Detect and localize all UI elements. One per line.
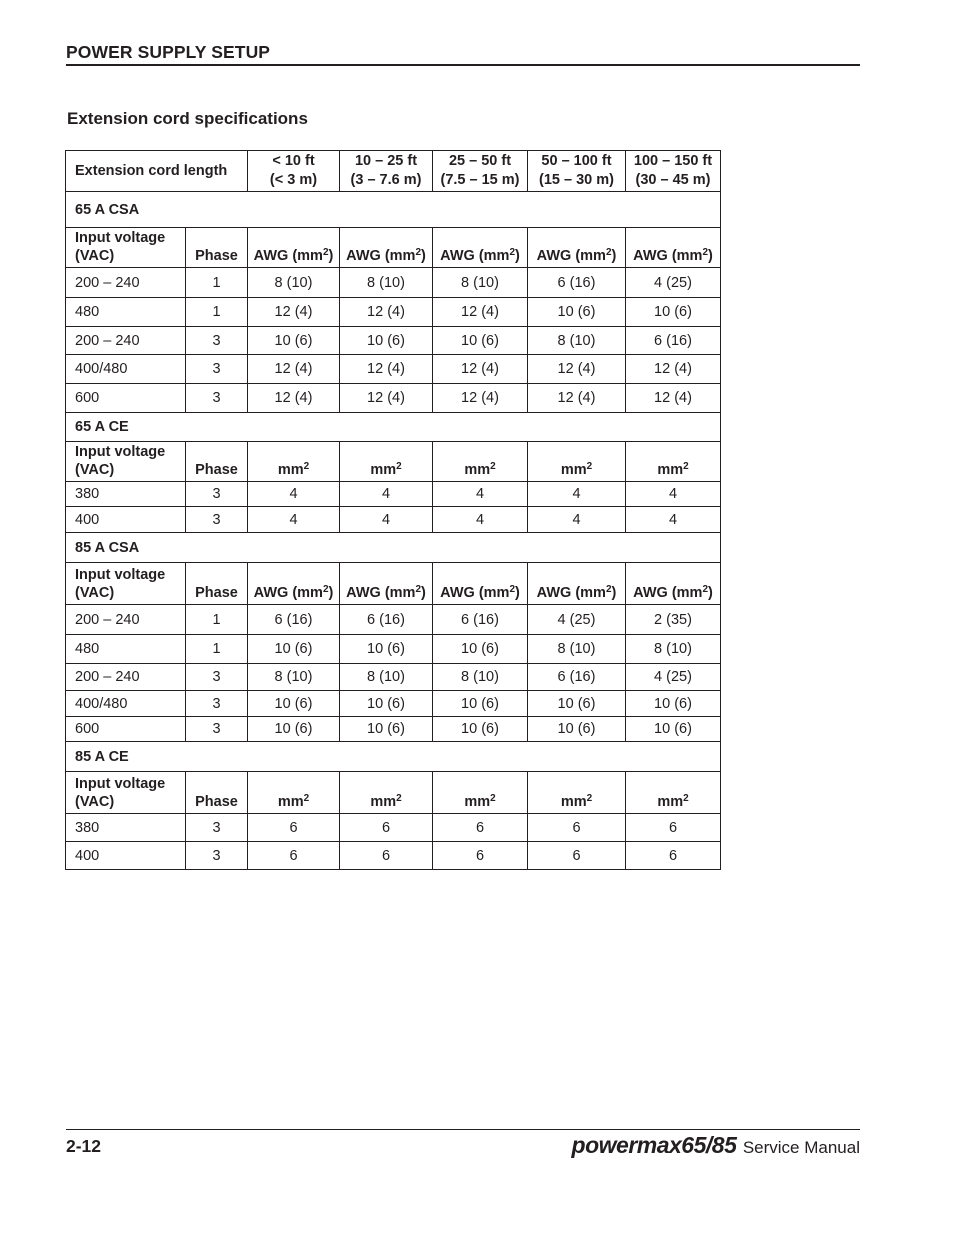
mm2-label	[433, 772, 528, 814]
voltage-cell: 200 – 240	[66, 268, 186, 298]
table-row	[66, 327, 721, 355]
voltage-cell: 400/480	[66, 691, 186, 717]
gauge-cell: 12 (4)	[433, 384, 528, 413]
manual-label: Service Manual	[742, 1138, 860, 1157]
mm2-label	[248, 442, 340, 482]
unit-text: AWG (mm	[536, 248, 606, 264]
voltage-cell: 380	[66, 482, 186, 507]
table-row	[66, 355, 721, 384]
input-voltage-label-line: Input voltage	[75, 567, 166, 583]
unit-close: )	[421, 248, 426, 264]
unit-superscript: 2	[702, 584, 708, 595]
gauge-cell: 6 (16)	[528, 268, 626, 298]
gauge-cell: 10 (6)	[248, 327, 340, 355]
gauge-cell: 12 (4)	[248, 384, 340, 413]
gauge-cell: 4	[626, 507, 721, 533]
awg-mm2-label	[248, 563, 340, 605]
input-voltage-unit: (VAC)	[75, 462, 115, 478]
awg-mm2-label	[528, 228, 626, 268]
gauge-cell: 12 (4)	[248, 298, 340, 327]
table-row	[66, 507, 721, 533]
length-m: (15 – 30 m)	[539, 172, 614, 188]
table-row	[66, 605, 721, 635]
voltage-cell: 600	[66, 384, 186, 413]
unit-superscript: 2	[303, 793, 310, 804]
input-voltage-label	[66, 228, 186, 268]
length-ft: 100 – 150 ft	[633, 153, 713, 169]
length-ft: 10 – 25 ft	[354, 153, 418, 169]
phase-label: Phase	[186, 442, 248, 482]
voltage-cell: 400	[66, 507, 186, 533]
gauge-cell: 10 (6)	[340, 327, 433, 355]
gauge-cell: 8 (10)	[433, 664, 528, 691]
unit-close: )	[515, 585, 520, 601]
footer-rule	[66, 1129, 860, 1130]
mm2-label	[340, 442, 433, 482]
gauge-cell: 4	[433, 507, 528, 533]
unit-text: AWG (mm	[440, 248, 510, 264]
gauge-cell: 12 (4)	[340, 355, 433, 384]
gauge-cell: 10 (6)	[248, 691, 340, 717]
gauge-cell: 4	[248, 507, 340, 533]
table-row	[66, 814, 721, 842]
group-name: 65 A CE	[66, 413, 721, 442]
unit-superscript: 2	[509, 247, 515, 258]
phase-cell: 3	[186, 327, 248, 355]
voltage-cell: 400	[66, 842, 186, 870]
length-m: (3 – 7.6 m)	[350, 172, 422, 188]
group-name: 85 A CSA	[66, 533, 721, 563]
unit-text: AWG (mm	[633, 585, 703, 601]
input-voltage-label	[66, 563, 186, 605]
length-header-row	[66, 151, 721, 192]
length-ft: < 10 ft	[272, 153, 315, 169]
gauge-cell: 6 (16)	[433, 605, 528, 635]
unit-text: AWG (mm	[536, 585, 606, 601]
unit-superscript: 2	[415, 247, 421, 258]
awg-mm2-label	[433, 563, 528, 605]
unit-superscript: 2	[586, 461, 593, 472]
unit-superscript: 2	[322, 584, 329, 595]
group-name: 65 A CSA	[66, 192, 721, 228]
gauge-cell: 10 (6)	[248, 717, 340, 742]
gauge-cell: 8 (10)	[433, 268, 528, 298]
page-number: 2-12	[66, 1136, 102, 1156]
gauge-cell: 6	[340, 842, 433, 870]
gauge-cell: 8 (10)	[340, 664, 433, 691]
gauge-cell: 4	[528, 482, 626, 507]
input-voltage-unit: (VAC)	[75, 585, 115, 601]
table-row	[66, 842, 721, 870]
unit-superscript: 2	[490, 461, 496, 472]
input-voltage-label	[66, 442, 186, 482]
input-voltage-label-line: Input voltage	[75, 230, 166, 246]
unit-superscript: 2	[303, 461, 310, 472]
gauge-cell: 10 (6)	[433, 691, 528, 717]
phase-cell: 1	[186, 605, 248, 635]
gauge-cell: 10 (6)	[340, 691, 433, 717]
gauge-cell: 10 (6)	[626, 691, 721, 717]
unit-close: )	[708, 585, 713, 601]
table-row	[66, 664, 721, 691]
unit-close: )	[708, 248, 713, 264]
unit-text: mm	[560, 462, 587, 478]
unit-text: mm	[277, 794, 304, 810]
phase-cell: 3	[186, 507, 248, 533]
awg-mm2-label	[248, 228, 340, 268]
gauge-cell: 6 (16)	[248, 605, 340, 635]
gauge-cell: 12 (4)	[528, 384, 626, 413]
length-column-header	[248, 151, 340, 192]
gauge-cell: 6	[528, 842, 626, 870]
unit-superscript: 2	[415, 584, 421, 595]
unit-superscript: 2	[605, 584, 612, 595]
gauge-cell: 12 (4)	[433, 355, 528, 384]
mm2-label	[340, 772, 433, 814]
gauge-cell: 4 (25)	[528, 605, 626, 635]
length-m: (30 – 45 m)	[635, 172, 711, 188]
unit-close: )	[421, 585, 426, 601]
length-column-header	[340, 151, 433, 192]
unit-superscript: 2	[490, 793, 496, 804]
gauge-cell: 6	[433, 814, 528, 842]
gauge-cell: 4	[340, 482, 433, 507]
voltage-cell: 600	[66, 717, 186, 742]
input-voltage-unit: (VAC)	[75, 794, 115, 810]
unit-text: mm	[560, 794, 587, 810]
gauge-cell: 6 (16)	[528, 664, 626, 691]
unit-text: mm	[464, 462, 491, 478]
unit-superscript: 2	[586, 793, 593, 804]
gauge-cell: 10 (6)	[433, 717, 528, 742]
unit-superscript: 2	[396, 793, 402, 804]
gauge-cell: 12 (4)	[528, 355, 626, 384]
input-voltage-label	[66, 772, 186, 814]
table-row	[66, 298, 721, 327]
gauge-cell: 6	[248, 842, 340, 870]
phase-cell: 3	[186, 664, 248, 691]
section-title: POWER SUPPLY SETUP	[66, 42, 271, 62]
phase-cell: 1	[186, 635, 248, 664]
unit-superscript: 2	[322, 247, 329, 258]
phase-cell: 3	[186, 691, 248, 717]
unit-close: )	[611, 248, 617, 264]
gauge-cell: 10 (6)	[528, 298, 626, 327]
table-row	[66, 717, 721, 742]
unit-text: AWG (mm	[440, 585, 510, 601]
gauge-cell: 10 (6)	[340, 635, 433, 664]
voltage-cell: 200 – 240	[66, 605, 186, 635]
gauge-cell: 4	[433, 482, 528, 507]
extension-cord-table	[65, 150, 721, 870]
gauge-cell: 4 (25)	[626, 268, 721, 298]
unit-superscript: 2	[683, 461, 689, 472]
gauge-cell: 8 (10)	[626, 635, 721, 664]
page-heading: Extension cord specifications	[67, 109, 308, 128]
length-column-header	[433, 151, 528, 192]
input-voltage-label-line: Input voltage	[75, 776, 166, 792]
length-m: (7.5 – 15 m)	[440, 172, 520, 188]
phase-cell: 3	[186, 842, 248, 870]
column-subheader-row	[66, 442, 721, 482]
phase-label: Phase	[186, 228, 248, 268]
unit-text: mm	[464, 794, 491, 810]
unit-text: AWG (mm	[346, 248, 416, 264]
gauge-cell: 12 (4)	[340, 384, 433, 413]
voltage-cell: 200 – 240	[66, 664, 186, 691]
phase-cell: 3	[186, 482, 248, 507]
unit-superscript: 2	[605, 247, 612, 258]
gauge-cell: 4	[340, 507, 433, 533]
mm2-label	[626, 772, 721, 814]
mm2-label	[433, 442, 528, 482]
gauge-cell: 12 (4)	[433, 298, 528, 327]
phase-label: Phase	[186, 772, 248, 814]
group-row	[66, 413, 721, 442]
unit-text: mm	[370, 462, 397, 478]
unit-close: )	[328, 248, 334, 264]
unit-superscript: 2	[702, 247, 708, 258]
gauge-cell: 6 (16)	[626, 327, 721, 355]
column-subheader-row	[66, 563, 721, 605]
gauge-cell: 6	[626, 842, 721, 870]
column-subheader-row	[66, 772, 721, 814]
group-name: 85 A CE	[66, 742, 721, 772]
gauge-cell: 12 (4)	[626, 355, 721, 384]
gauge-cell: 6	[248, 814, 340, 842]
gauge-cell: 12 (4)	[626, 384, 721, 413]
gauge-cell: 10 (6)	[528, 717, 626, 742]
gauge-cell: 4	[528, 507, 626, 533]
gauge-cell: 10 (6)	[248, 635, 340, 664]
unit-text: mm	[657, 462, 684, 478]
phase-cell: 3	[186, 355, 248, 384]
voltage-cell: 400/480	[66, 355, 186, 384]
unit-close: )	[611, 585, 617, 601]
gauge-cell: 4	[248, 482, 340, 507]
footer-title	[572, 1132, 860, 1159]
gauge-cell: 10 (6)	[340, 717, 433, 742]
awg-mm2-label	[340, 563, 433, 605]
table-row	[66, 482, 721, 507]
voltage-cell: 380	[66, 814, 186, 842]
unit-close: )	[515, 248, 520, 264]
gauge-cell: 6 (16)	[340, 605, 433, 635]
length-label: Extension cord length	[66, 151, 248, 192]
mm2-label	[528, 442, 626, 482]
gauge-cell: 4 (25)	[626, 664, 721, 691]
phase-cell: 3	[186, 384, 248, 413]
mm2-label	[626, 442, 721, 482]
unit-text: AWG (mm	[253, 585, 323, 601]
gauge-cell: 8 (10)	[528, 327, 626, 355]
gauge-cell: 8 (10)	[340, 268, 433, 298]
gauge-cell: 6	[528, 814, 626, 842]
gauge-cell: 2 (35)	[626, 605, 721, 635]
awg-mm2-label	[340, 228, 433, 268]
brand-logo: powermax65/85	[571, 1132, 737, 1158]
awg-mm2-label	[626, 563, 721, 605]
input-voltage-unit: (VAC)	[75, 248, 115, 264]
unit-superscript: 2	[396, 461, 402, 472]
voltage-cell: 200 – 240	[66, 327, 186, 355]
length-m: (< 3 m)	[269, 172, 318, 188]
gauge-cell: 12 (4)	[340, 298, 433, 327]
group-row	[66, 742, 721, 772]
length-column-header	[626, 151, 721, 192]
group-row	[66, 533, 721, 563]
voltage-cell: 480	[66, 635, 186, 664]
mm2-label	[528, 772, 626, 814]
unit-text: mm	[277, 462, 304, 478]
gauge-cell: 12 (4)	[248, 355, 340, 384]
table-row	[66, 691, 721, 717]
header-rule	[66, 64, 860, 66]
phase-cell: 1	[186, 268, 248, 298]
gauge-cell: 10 (6)	[626, 717, 721, 742]
phase-cell: 3	[186, 717, 248, 742]
gauge-cell: 8 (10)	[248, 268, 340, 298]
unit-text: AWG (mm	[633, 248, 703, 264]
voltage-cell: 480	[66, 298, 186, 327]
gauge-cell: 10 (6)	[433, 327, 528, 355]
gauge-cell: 10 (6)	[528, 691, 626, 717]
phase-label: Phase	[186, 563, 248, 605]
table-row	[66, 268, 721, 298]
awg-mm2-label	[433, 228, 528, 268]
group-row	[66, 192, 721, 228]
gauge-cell: 6	[433, 842, 528, 870]
unit-close: )	[328, 585, 334, 601]
gauge-cell: 10 (6)	[433, 635, 528, 664]
gauge-cell: 6	[626, 814, 721, 842]
unit-text: mm	[657, 794, 684, 810]
unit-text: mm	[370, 794, 397, 810]
gauge-cell: 8 (10)	[248, 664, 340, 691]
gauge-cell: 6	[340, 814, 433, 842]
phase-cell: 3	[186, 814, 248, 842]
awg-mm2-label	[528, 563, 626, 605]
length-ft: 50 – 100 ft	[541, 153, 612, 169]
gauge-cell: 8 (10)	[528, 635, 626, 664]
unit-text: AWG (mm	[346, 585, 416, 601]
awg-mm2-label	[626, 228, 721, 268]
unit-superscript: 2	[683, 793, 689, 804]
unit-superscript: 2	[509, 584, 515, 595]
unit-text: AWG (mm	[253, 248, 323, 264]
gauge-cell: 10 (6)	[626, 298, 721, 327]
length-column-header	[528, 151, 626, 192]
gauge-cell: 4	[626, 482, 721, 507]
table-row	[66, 384, 721, 413]
length-ft: 25 – 50 ft	[448, 153, 512, 169]
table-row	[66, 635, 721, 664]
phase-cell: 1	[186, 298, 248, 327]
input-voltage-label-line: Input voltage	[75, 444, 166, 460]
column-subheader-row	[66, 228, 721, 268]
mm2-label	[248, 772, 340, 814]
